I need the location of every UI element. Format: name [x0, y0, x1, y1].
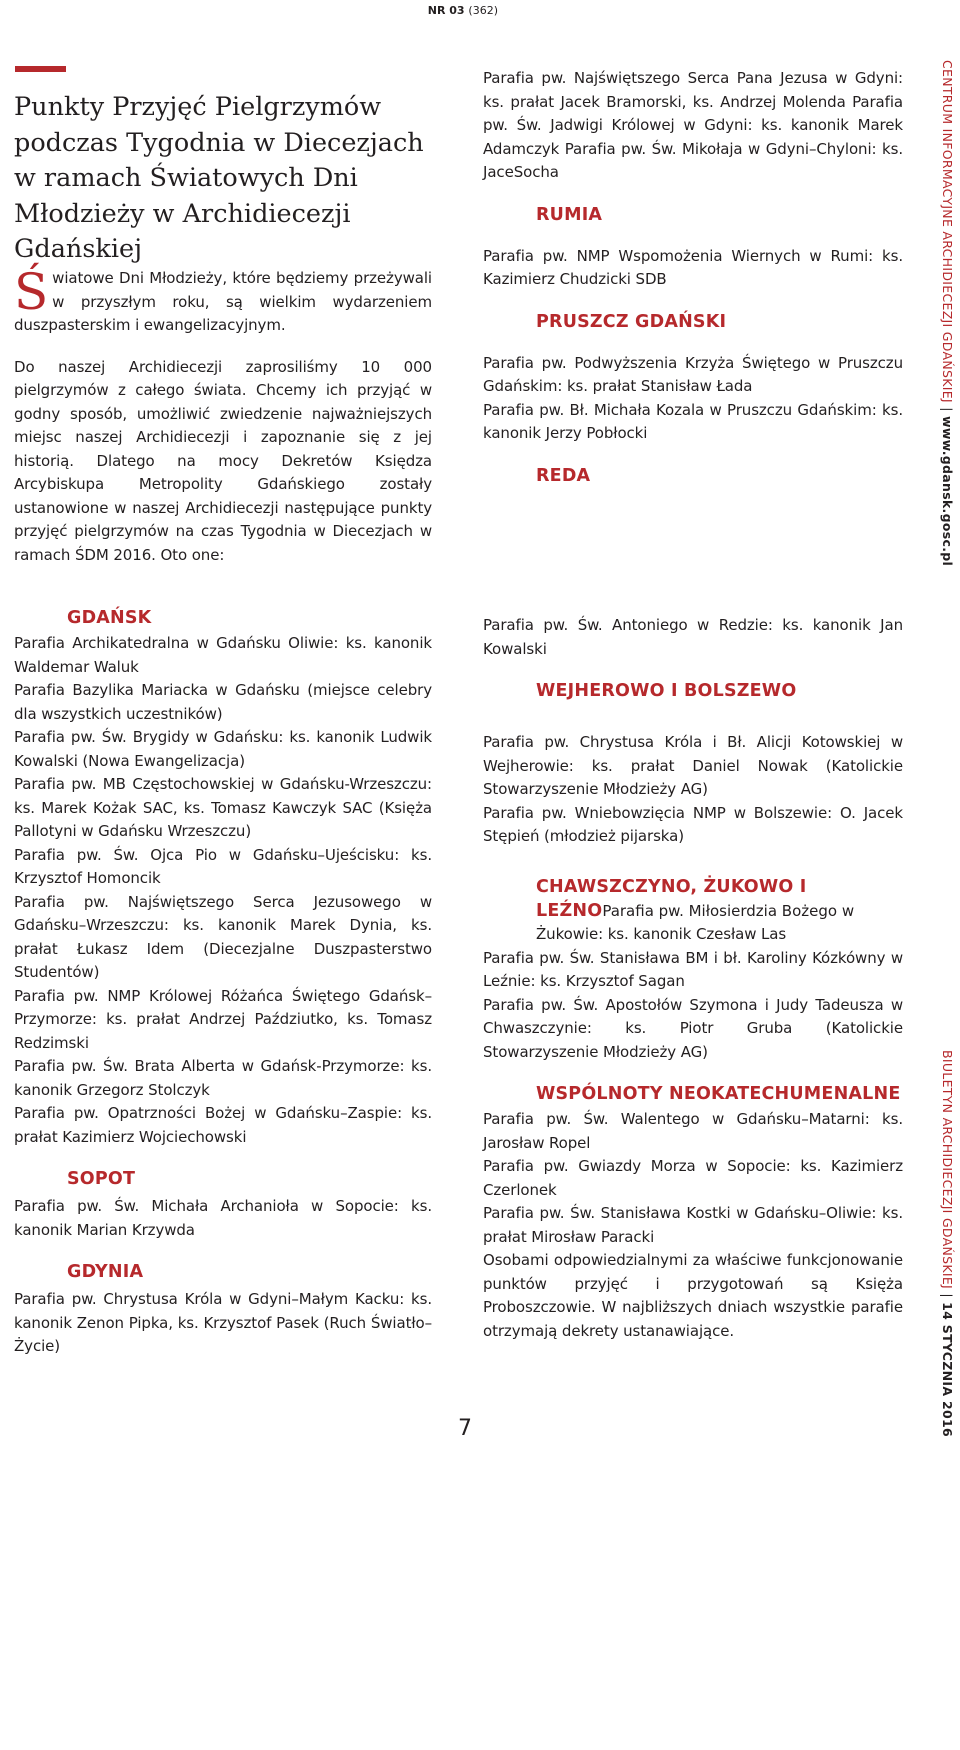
list-item: Parafia pw. NMP Wspomożenia Wiernych w Rumi: ks. Kazimierz Chudzicki SDB — [483, 246, 903, 288]
list-item: Parafia pw. Św. Walentego w Gdańsku–Matarni: ks. Jarosław Ropel — [483, 1110, 903, 1152]
list-item: Parafia pw. Św. Antoniego w Redzie: ks. kanonik Jan Kowalski — [483, 616, 903, 658]
heading-reda: REDA — [536, 465, 591, 486]
list-item: Parafia pw. Gwiazdy Morza w Sopocie: ks. Kazimierz Czerlonek — [483, 1157, 903, 1199]
side-url: www.gdansk.gosc.pl — [940, 415, 955, 567]
list-item: Parafia Archikatedralna w Gdańsku Oliwie: ks. kanonik Waldemar Waluk — [14, 634, 432, 676]
side-caption-bottom-text: BIULETYN ARCHIDIECEZJI GDAŃSKIEJ — [940, 1050, 955, 1290]
heading-pruszcz: PRUSZCZ GDAŃSKI — [536, 311, 727, 332]
list-item: Parafia pw. Św. Michała Archanioła w Sopocie: ks. kanonik Marian Krzywda — [14, 1197, 432, 1239]
list-item: Parafia Bazylika Mariacka w Gdańsku (miejsce celebry dla wszystkich uczestników) — [14, 681, 432, 723]
intro-text-1: wiatowe Dni Młodzieży, które będziemy przeżywali w przyszłym roku, są wielkim wydarzeniem duszpasterskim i ewangelizacyjnym. — [14, 269, 432, 334]
side-caption-bottom: BIULETYN ARCHIDIECEZJI GDAŃSKIEJ | 14 STYCZNIA 2016 — [940, 1050, 955, 1437]
left-column — [14, 606, 432, 1359]
list-item: Parafia pw. Św. Stanisława BM i bł. Karoliny Kózkówny w Leźnie: ks. Krzysztof Sagan — [483, 948, 903, 990]
heading-wejherowo: WEJHEROWO I BOLSZEWO — [536, 681, 797, 701]
title-accent-bar — [15, 66, 66, 72]
issue-number — [428, 4, 498, 17]
list-item: Parafia pw. Opatrzności Bożej w Gdańsku–Zaspie: ks. prałat Kazimierz Wojciechowski — [14, 1104, 432, 1146]
list-item: Parafia pw. Podwyższenia Krzyża Świętego w Pruszczu Gdańskim: ks. prałat Stanisław Łada — [483, 353, 903, 395]
list-item: Parafia pw. MB Częstochowskiej w Gdańsku-Wrzeszczu: ks. Marek Kożak SAC, ks. Tomasz Kawczyk SAC (Księża Pallotyni w Gdańsku Wrzeszczu) — [14, 775, 432, 840]
right-column-top — [483, 67, 903, 502]
list-item: Parafia pw. NMP Królowej Różańca Świętego Gdańsk–Przymorze: ks. prałat Andrzej Paździutko, ks. Tomasz Redzimski — [14, 986, 432, 1052]
heading-sopot: SOPOT — [67, 1169, 136, 1189]
list-item: Parafia pw. Św. Ojca Pio w Gdańsku–Ujeścisku: ks. Krzysztof Homoncik — [14, 845, 432, 887]
intro-paragraph-2: Do naszej Archidiecezji zaprosiliśmy 10 000 pielgrzymów z całego świata. Chcemy ich przyjąć w godny sposób, umożliwić zwiedzenie najważniejszych miejsc naszej Archidiecezji i zapoznanie się z jej historią. Dlatego na mocy Dekretów Księdza Arcybiskupa Metropolity Gdańskiego zostały ustanowione w naszej Archidiecezji następujące punkty przyjęć pielgrzymów na czas Tygodnia w Diecezjach w ramach ŚDM 2016. Oto one: — [14, 357, 432, 564]
heading-neokatechumenalne: WSPÓLNOTY NEOKATECHUMENALNE — [536, 1084, 901, 1104]
right-column-bottom — [483, 614, 903, 1343]
drop-cap: Ś — [14, 263, 49, 321]
intro — [14, 263, 432, 567]
heading-gdynia: GDYNIA — [67, 1262, 144, 1282]
list-item: Parafia pw. Najświętszego Serca Jezusowego w Gdańsku–Wrzeszczu: ks. kanonik Marek Dynia, ks. prałat Łukasz Idem (Diecezjalne Duszpasterstwo Studentów) — [14, 892, 432, 981]
list-item: Parafia pw. Bł. Michała Kozala w Pruszczu Gdańskim: ks. kanonik Jerzy Pobłocki — [483, 400, 903, 442]
issue-number-paren: (362) — [468, 4, 498, 17]
list-item: Parafia pw. Św. Brygidy w Gdańsku: ks. kanonik Ludwik Kowalski (Nowa Ewangelizacja) — [14, 728, 432, 770]
list-item-cont: Żukowie: ks. kanonik Czesław Las — [536, 925, 787, 943]
list-item: Parafia pw. Najświętszego Serca Pana Jezusa w Gdyni: ks. prałat Jacek Bramorski, ks. Andrzej Molenda Parafia pw. Św. Jadwigi Królowej w Gdyni: ks. kanonik Marek Adamczyk Parafia pw. Św. Mikołaja w Gdyni–Chyloni: ks. JaceSocha — [483, 69, 903, 181]
side-caption-top-text: CENTRUM INFORMACYJNE ARCHIDIECEZJI GDAŃSKIEJ — [940, 60, 955, 403]
list-item: Parafia pw. Chrystusa Króla w Gdyni–Małym Kacku: ks. kanonik Zenon Pipka, ks. Krzysztof Pasek (Ruch Światło–Życie) — [14, 1290, 432, 1355]
heading-gdansk: GDAŃSK — [67, 608, 152, 628]
heading-chawszczyno-line2 — [536, 899, 903, 924]
issue-label: NR 03 — [427, 4, 465, 17]
list-item: Parafia pw. Św. Stanisława Kostki w Gdańsku–Oliwie: ks. prałat Mirosław Paracki — [483, 1204, 903, 1246]
heading-rumia: RUMIA — [536, 204, 603, 225]
list-item: Osobami odpowiedzialnymi za właściwe funkcjonowanie punktów przyjęć i przygotowań są Księża Proboszczowie. W najbliższych dniach wszystkie parafie otrzymają dekrety ustanawiające. — [483, 1251, 903, 1340]
heading-lezno: LEŹNO — [536, 900, 603, 921]
list-item: Parafia pw. Chrystusa Króla i Bł. Alicji Kotowskiej w Wejherowie: ks. prałat Daniel Nowak (Katolickie Stowarzyszenie Młodzieży AG) — [483, 733, 903, 798]
page-number: 7 — [458, 1416, 472, 1441]
side-caption-top: CENTRUM INFORMACYJNE ARCHIDIECEZJI GDAŃSKIEJ | www.gdansk.gosc.pl — [940, 60, 955, 567]
heading-chawszczyno: CHAWSZCZYNO, ŻUKOWO I — [536, 876, 807, 897]
list-item: Parafia pw. Wniebowzięcia NMP w Bolszewie: O. Jacek Stępień (młodzież pijarska) — [483, 803, 903, 845]
article-title: Punkty Przyjęć Pielgrzymów podczas Tygodnia w Diecezjach w ramach Światowych Dni Młodzieży w Archidiecezji Gdańskiej — [14, 92, 424, 264]
list-item: Parafia pw. Św. Apostołów Szymona i Judy Tadeusza w Chwaszczynie: ks. Piotr Gruba (Katolickie Stowarzyszenie Młodzieży AG) — [483, 995, 903, 1061]
list-item: Parafia pw. Św. Brata Alberta w Gdańsk-Przymorze: ks. kanonik Grzegorz Stolczyk — [14, 1057, 432, 1099]
intro-paragraph-1 — [14, 263, 432, 338]
list-item-inline: Parafia pw. Miłosierdzia Bożego w — [602, 901, 855, 920]
side-date: 14 STYCZNIA 2016 — [940, 1302, 955, 1437]
